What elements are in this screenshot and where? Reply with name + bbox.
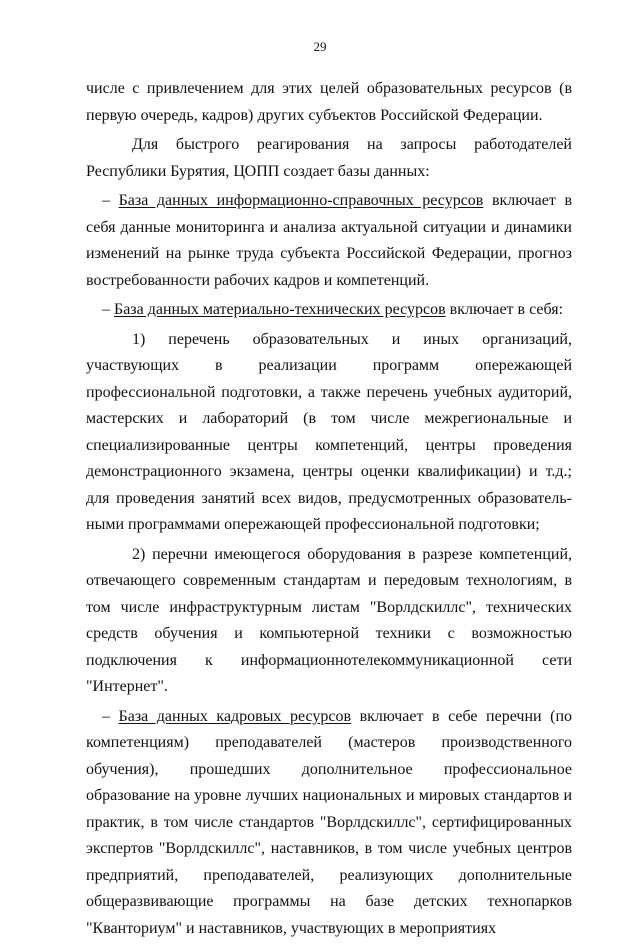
list-dash: – <box>102 707 119 725</box>
personnel-db-title: База данных кадровых ресурсов <box>118 707 352 725</box>
paragraph-info-reference-db <box>86 188 572 294</box>
document-body <box>86 76 572 945</box>
page-number: 29 <box>313 39 327 54</box>
paragraph-item-1: 1) перечень образовательных и иных организаций, участвующих в реализации программ опережающей профессиональной подготовки, а также перечень учебных аудиторий, мастерских и лабораторий (в том числе межрегиональные и специализированные центры компетенций, центры проведения демонстрационного экзамена, центры оценки квалификации) и т.д.; для проведения занятий всех видов, предусмотренных образовательными программами опережающей профессиональной подготовки; <box>86 330 572 533</box>
personnel-db-text: включает в себе перечни (по компетенциям) преподавателей (мастеров производственного обучения), прошедших дополнительное профессиональное образование на уровне лучших национальных и мировых стандартов и практик, в том числе стандартов "Ворлдскиллс", сертифицированных экспертов "Ворлдскиллс", наставников, в том числе учебных центров предприятий, преподавателей, реализующих дополнительные общеразвивающие программы на базе детских технопарков "Кванториум" и наставников, участвующих в мероприятиях <box>86 707 573 937</box>
paragraph-item-2: 2) перечни имеющегося оборудования в разрезе компетенций, отвечающего современным стандартам и передовым технологиям, в том числе инфраструктурным листам "Ворлдскиллс", технических средств обучения и компьютерной техники с возможностью подключения к информационнотелекоммуникационной сети "Интернет". <box>86 545 572 695</box>
list-dash: – <box>102 192 119 209</box>
paragraph-continuation: числе с привлечением для этих целей образовательных ресурсов (в первую очередь, кадров) других субъектов Российской Федерации. <box>86 80 572 124</box>
paragraph-material-technical-db <box>86 297 572 324</box>
paragraph-intro: Для быстрого реагирования на запросы работодателей Республики Бурятия, ЦОПП создает базы данных: <box>86 136 572 180</box>
paragraph-personnel-db <box>86 704 572 943</box>
material-technical-db-title: База данных материально-технических ресурсов <box>114 301 446 318</box>
list-dash: – <box>102 301 114 318</box>
info-reference-db-text: включает в себя данные мониторинга и анализа актуальной ситуации и динамики изменений на рынке труда субъекта Российской Федерации, прогноз востребованности рабочих кадров и компетенций. <box>86 192 572 289</box>
info-reference-db-title: База данных информационно-справочных ресурсов <box>118 192 484 209</box>
material-technical-db-text: включает в себя: <box>445 301 564 318</box>
